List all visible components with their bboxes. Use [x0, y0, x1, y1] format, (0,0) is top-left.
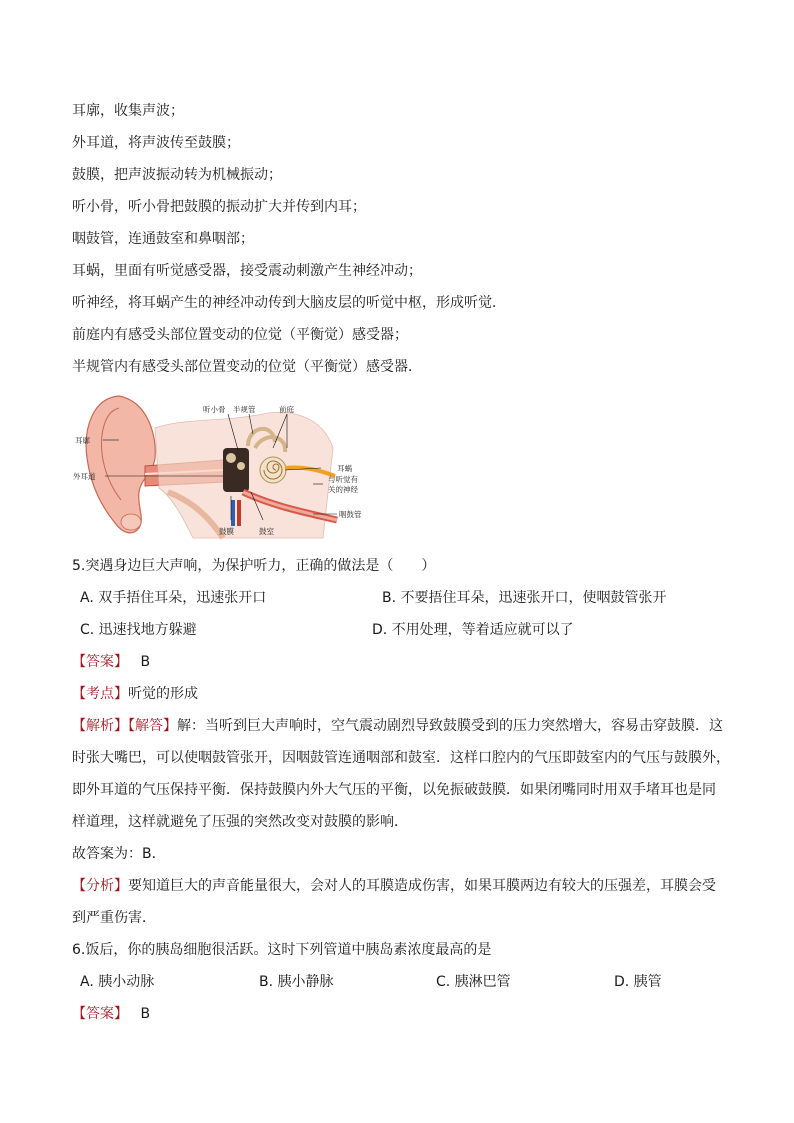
q5-fenxi-line-2: 到严重伤害． [72, 910, 156, 926]
label-semicircular: 半规管 [233, 405, 256, 414]
intro-line-3: 鼓膜，把声波振动转为机械振动； [72, 167, 282, 183]
label-nerve-1: 与听觉有 [328, 475, 358, 484]
q5-option-b: B. 不要捂住耳朵，迅速张开口，使咽鼓管张开 [382, 590, 667, 606]
intro-line-8: 前庭内有感受头部位置变动的位觉（平衡觉）感受器； [72, 327, 408, 343]
intro-line-9: 半规管内有感受头部位置变动的位觉（平衡觉）感受器． [72, 359, 422, 375]
intro-line-1: 耳廓，收集声波； [72, 103, 184, 119]
intro-line-2: 外耳道，将声波传至鼓膜； [72, 135, 240, 151]
q5-option-a: A. 双手捂住耳朵，迅速张开口 [80, 590, 267, 606]
label-tympanic: 鼓室 [259, 527, 274, 536]
intro-line-4: 听小骨，听小骨把鼓膜的振动扩大并传到内耳； [72, 199, 366, 215]
label-ossicles: 听小骨 [203, 405, 226, 414]
q5-kaodian-tag: 【考点】 [72, 686, 128, 702]
label-cochlea: 耳蜗 [337, 464, 352, 473]
q5-conclusion: 故答案为：B． [72, 846, 166, 862]
q5-analysis-line-3: 即外耳道的气压保持平衡．保持鼓膜内外大气压的平衡，以免振破鼓膜．如果闭嘴同时用双手堵耳也是同 [72, 782, 716, 798]
q6-option-b: B. 胰小静脉 [259, 974, 334, 990]
q5-answer-value: B [140, 654, 151, 670]
q5-stem: 5.突遇身边巨大声响，为保护听力，正确的做法是（ ） [72, 558, 436, 574]
q6-answer-tag: 【答案】 [72, 1006, 128, 1022]
q6-stem: 6.饭后，你的胰岛细胞很活跃。这时下列管道中胰岛素浓度最高的是 [72, 942, 492, 958]
q5-kaodian-row [72, 684, 198, 704]
intro-line-6: 耳蜗，里面有听觉感受器，接受震动刺激产生神经冲动； [72, 263, 422, 279]
q5-analysis-line-1 [72, 716, 723, 736]
q5-analysis-tag: 【解析】【解答】 [72, 718, 177, 734]
q5-analysis-line-4: 样道理，这样就避免了压强的突然改变对鼓膜的影响． [72, 814, 408, 830]
q5-answer-tag: 【答案】 [72, 654, 128, 670]
intro-line-7: 听神经，将耳蜗产生的神经冲动传到大脑皮层的听觉中枢，形成听觉． [72, 295, 506, 311]
q5-answer-row [72, 652, 150, 672]
q6-option-c: C. 胰淋巴管 [436, 974, 511, 990]
intro-line-5: 咽鼓管，连通鼓室和鼻咽部； [72, 231, 254, 247]
q5-fenxi-text-1: 要知道巨大的声音能量很大，会对人的耳膜造成伤害，如果耳膜两边有较大的压强差，耳膜会受 [128, 878, 716, 894]
label-vestibule: 前庭 [279, 405, 294, 414]
q5-fenxi-line-1 [72, 876, 716, 896]
q6-answer-value: B [140, 1006, 151, 1022]
q6-option-d: D. 胰管 [614, 974, 662, 990]
label-eardrum: 鼓膜 [219, 527, 234, 536]
label-ear-canal: 外耳道 [73, 472, 96, 481]
label-ear-auricle: 耳廓 [75, 436, 90, 445]
q5-fenxi-tag: 【分析】 [72, 878, 128, 894]
q6-option-a: A. 胰小动脉 [80, 974, 155, 990]
q5-kaodian-value: 听觉的形成 [128, 686, 198, 702]
label-nerve-2: 关的神经 [328, 485, 358, 494]
q5-option-c: C. 迅速找地方躲避 [80, 622, 197, 638]
q6-answer-row [72, 1004, 150, 1024]
ear-anatomy-figure [73, 388, 379, 540]
label-eustachian: 咽鼓管 [339, 510, 362, 519]
q5-analysis-text-1: 解：当听到巨大声响时，空气震动剧烈导致鼓膜受到的压力突然增大，容易击穿鼓膜．这 [177, 718, 723, 734]
q5-option-d: D. 不用处理，等着适应就可以了 [372, 622, 574, 638]
q5-analysis-line-2: 时张大嘴巴，可以使咽鼓管张开，因咽鼓管连通咽部和鼓室．这样口腔内的气压即鼓室内的气压与鼓膜外， [72, 750, 730, 766]
